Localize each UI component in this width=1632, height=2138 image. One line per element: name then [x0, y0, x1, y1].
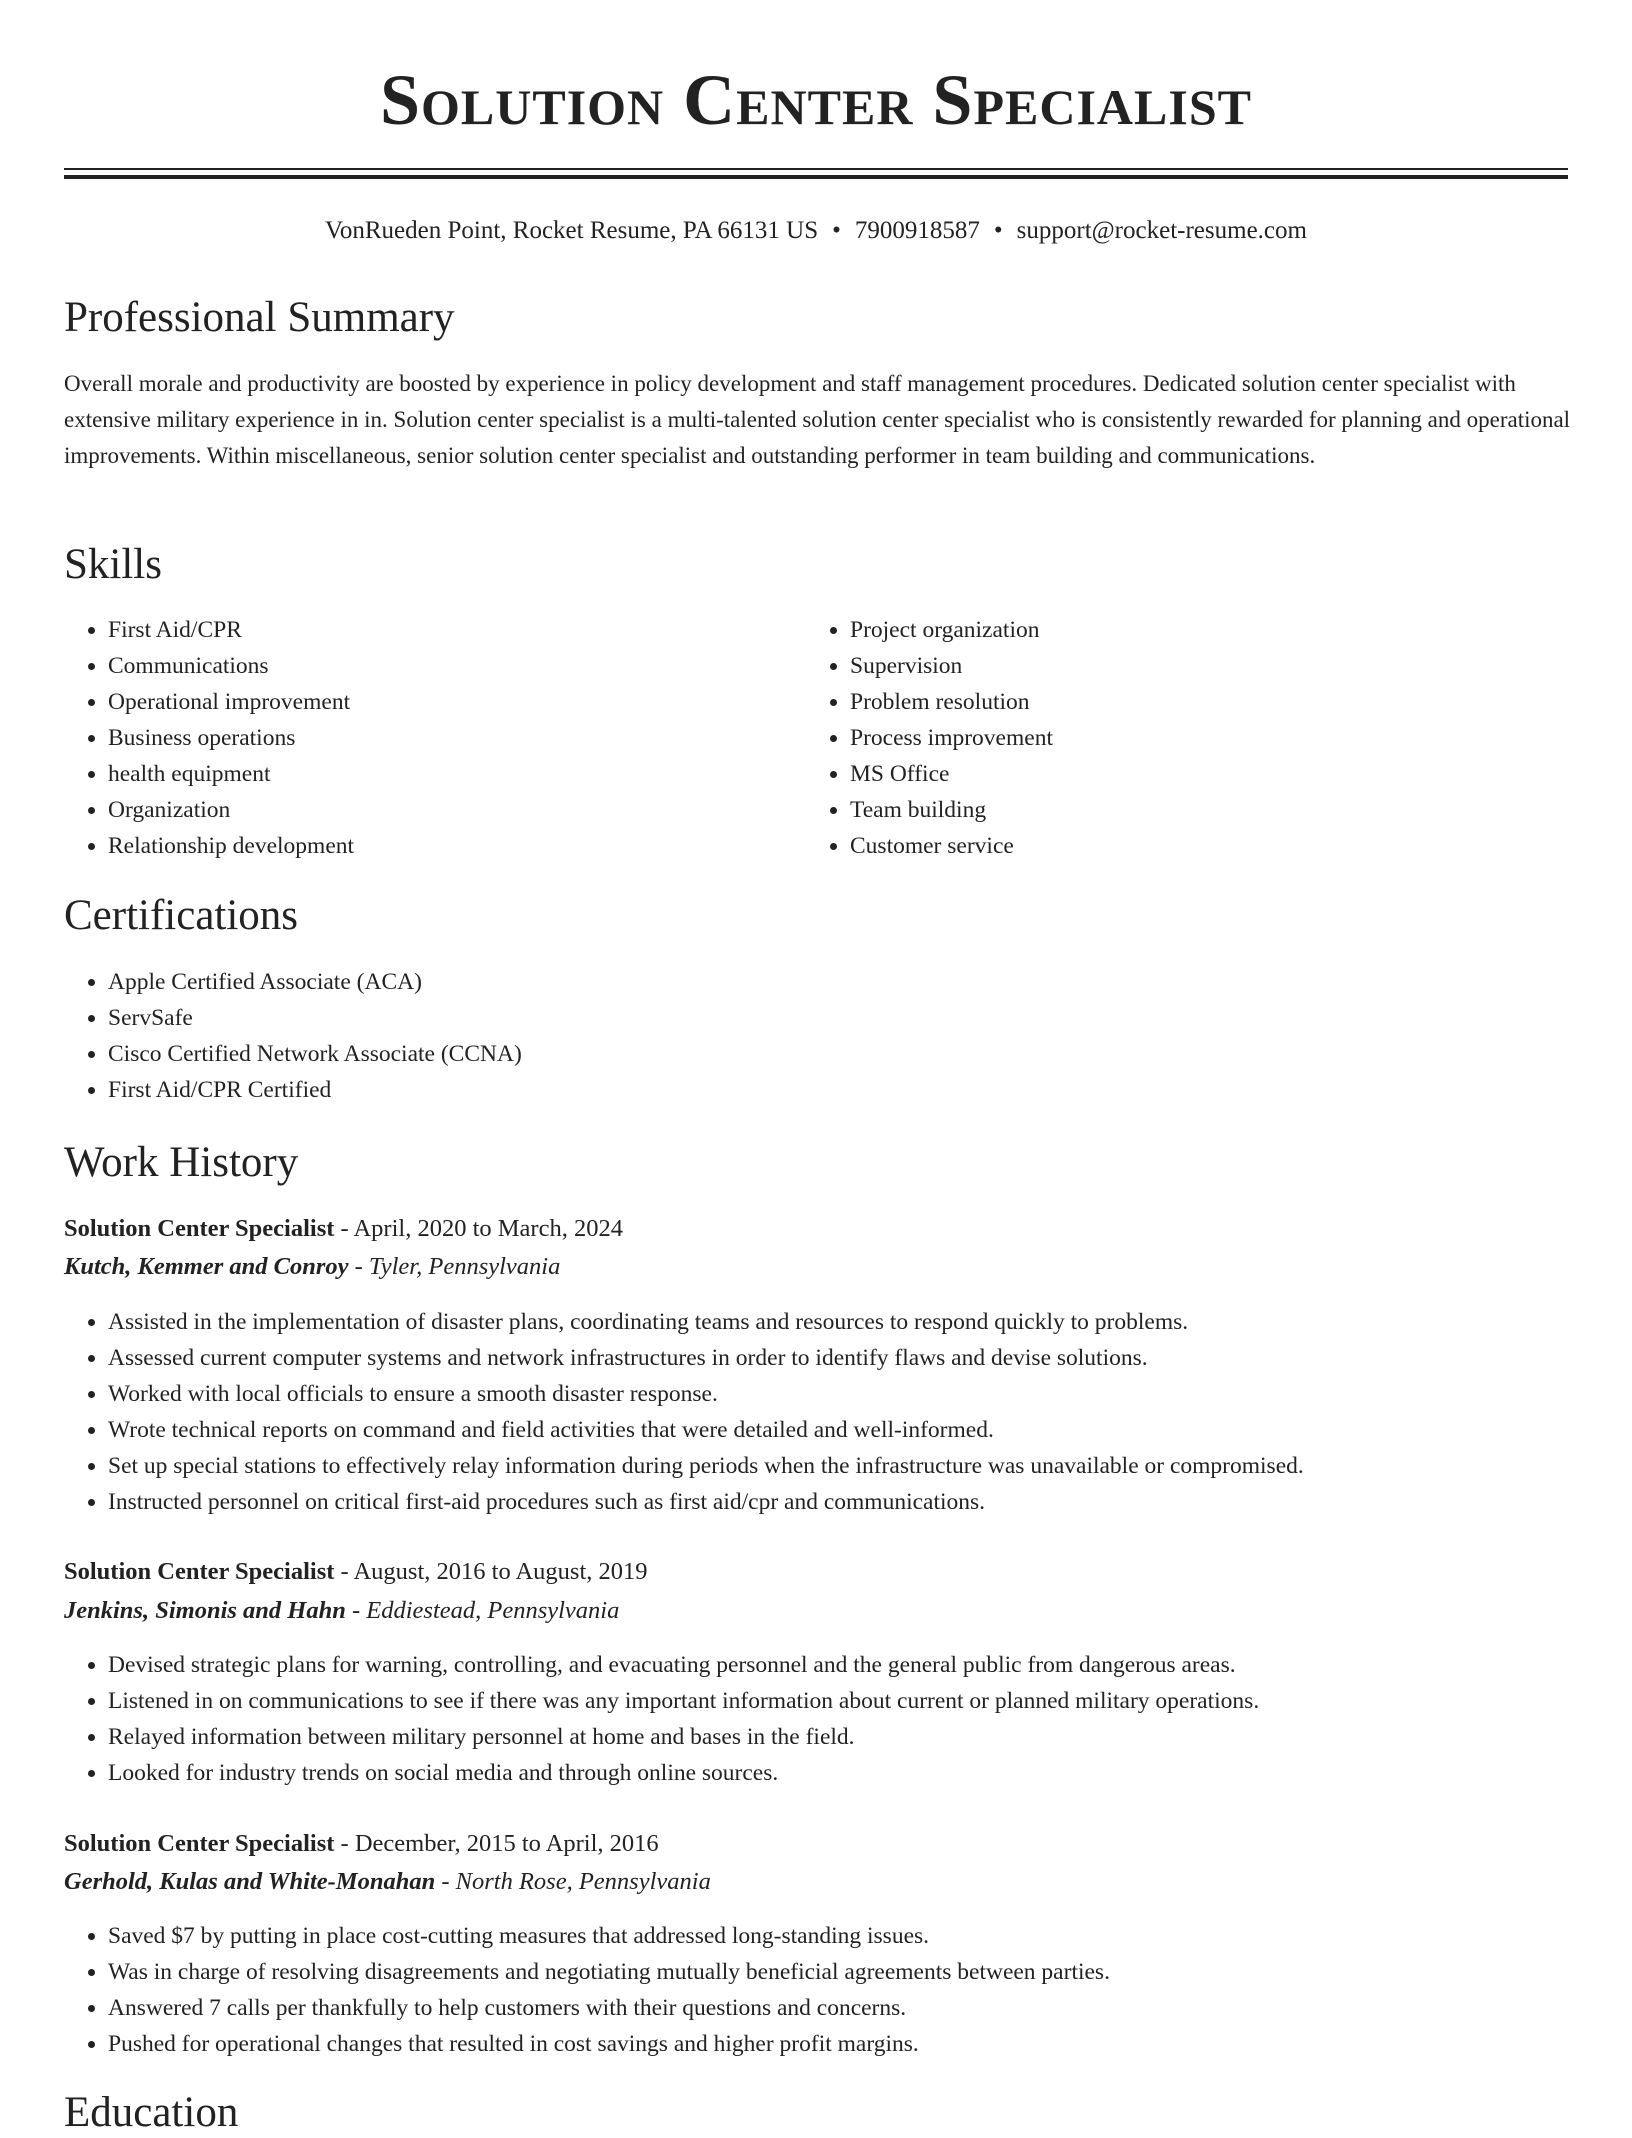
- skill-item: • MS Office: [850, 756, 1550, 792]
- job-bullet: • Pushed for operational changes that resulted in cost savings and higher profit margins.: [108, 2026, 1628, 2062]
- job-bullet: • Assessed current computer systems and network infrastructures in order to identify flaws and devise solutions.: [108, 1340, 1628, 1376]
- job-title-line: [64, 1826, 659, 1862]
- job-bullet: • Answered 7 calls per thankfully to help customers with their questions and concerns.: [108, 1990, 1628, 2026]
- certification-item: • Cisco Certified Network Associate (CCNA): [108, 1036, 1508, 1072]
- job-title-line: [64, 1211, 623, 1247]
- certification-item: • ServSafe: [108, 1000, 1508, 1036]
- title-divider-thick: [64, 175, 1568, 179]
- skill-item: • Business operations: [108, 720, 798, 756]
- resume-title: Solution Center Specialist: [379, 60, 1253, 140]
- skill-item: • Process improvement: [850, 720, 1550, 756]
- job-bullets: [64, 1304, 1628, 1520]
- skill-item: • Problem resolution: [850, 684, 1550, 720]
- job-company: Kutch, Kemmer and Conroy: [64, 1253, 349, 1280]
- skill-item: • Customer service: [850, 828, 1550, 864]
- certifications-list: [64, 964, 1508, 1108]
- certifications-heading: Certifications: [64, 892, 299, 939]
- contact-phone: 7900918587: [854, 217, 980, 244]
- job-title: Solution Center Specialist: [64, 1558, 335, 1585]
- job-dates: - August, 2016 to August, 2019: [334, 1558, 648, 1585]
- job-location: - North Rose, Pennsylvania: [435, 1868, 711, 1895]
- job-bullet: • Wrote technical reports on command and field activities that were detailed and well-informed.: [108, 1412, 1628, 1448]
- job-company-line: [64, 1593, 619, 1629]
- job-company: Jenkins, Simonis and Hahn: [64, 1597, 346, 1624]
- skills-list-right: [806, 612, 1550, 864]
- job-bullet: • Assisted in the implementation of disaster plans, coordinating teams and resources to respond quickly to problems.: [108, 1304, 1628, 1340]
- contact-line: [64, 214, 1568, 248]
- skill-item: • Team building: [850, 792, 1550, 828]
- job-title: Solution Center Specialist: [64, 1215, 335, 1242]
- skill-item: • Communications: [108, 648, 798, 684]
- skill-item: • First Aid/CPR: [108, 612, 798, 648]
- job-bullet: • Listened in on communications to see if there was any important information about current or planned military operations.: [108, 1683, 1628, 1719]
- contact-separator: •: [993, 217, 1003, 244]
- job-company-line: [64, 1249, 560, 1285]
- job-title-line: [64, 1554, 648, 1590]
- job-bullets: [64, 1918, 1628, 2062]
- job-bullet: • Set up special stations to effectively relay information during periods when the infrastructure was unavailable or compromised.: [108, 1448, 1628, 1484]
- job-bullet: • Worked with local officials to ensure a smooth disaster response.: [108, 1376, 1628, 1412]
- title-divider-thin: [64, 168, 1568, 170]
- job-location: - Eddiestead, Pennsylvania: [345, 1597, 620, 1624]
- contact-address: VonRueden Point, Rocket Resume, PA 66131 US: [325, 217, 819, 244]
- certification-item: • First Aid/CPR Certified: [108, 1072, 1508, 1108]
- skills-heading: Skills: [64, 541, 162, 588]
- certification-item: • Apple Certified Associate (ACA): [108, 964, 1508, 1000]
- skill-item: • Organization: [108, 792, 798, 828]
- summary-heading: Professional Summary: [64, 294, 455, 341]
- job-company: Gerhold, Kulas and White-Monahan: [64, 1868, 436, 1895]
- skill-item: • Project organization: [850, 612, 1550, 648]
- job-bullets: [64, 1647, 1628, 1791]
- work-history-heading: Work History: [64, 1139, 299, 1186]
- job-bullet: • Relayed information between military personnel at home and bases in the field.: [108, 1719, 1628, 1755]
- skill-item: • Operational improvement: [108, 684, 798, 720]
- job-bullet: • Devised strategic plans for warning, controlling, and evacuating personnel and the general public from dangerous areas.: [108, 1647, 1628, 1683]
- job-bullet: • Looked for industry trends on social media and through online sources.: [108, 1755, 1628, 1791]
- job-dates: - December, 2015 to April, 2016: [334, 1830, 659, 1857]
- job-title: Solution Center Specialist: [64, 1830, 335, 1857]
- skills-list-left: [64, 612, 798, 864]
- contact-separator: •: [832, 217, 841, 244]
- skill-item: • Relationship development: [108, 828, 798, 864]
- job-bullet: • Saved $7 by putting in place cost-cutting measures that addressed long-standing issues.: [108, 1918, 1628, 1954]
- job-bullet: • Instructed personnel on critical first-aid procedures such as first aid/cpr and communications.: [108, 1484, 1628, 1520]
- job-bullet: • Was in charge of resolving disagreements and negotiating mutually beneficial agreements between parties.: [108, 1954, 1628, 1990]
- job-location: - Tyler, Pennsylvania: [348, 1253, 561, 1280]
- skill-item: • Supervision: [850, 648, 1550, 684]
- job-dates: - April, 2020 to March, 2024: [334, 1215, 623, 1242]
- education-heading: Education: [64, 2089, 239, 2136]
- skill-item: • health equipment: [108, 756, 798, 792]
- contact-email[interactable]: support@rocket-resume.com: [1016, 217, 1307, 244]
- summary-text: Overall morale and productivity are boosted by experience in policy development and staff management procedures. Dedicated solution center specialist with extensive military experience in in. Solution center specialist is a multi-talented solution center specialist who is consistently rewarded for planning and operational improvements. Within miscellaneous, senior solution center specialist and outstanding performer in team building and communications.: [64, 371, 1571, 468]
- job-company-line: [64, 1864, 711, 1900]
